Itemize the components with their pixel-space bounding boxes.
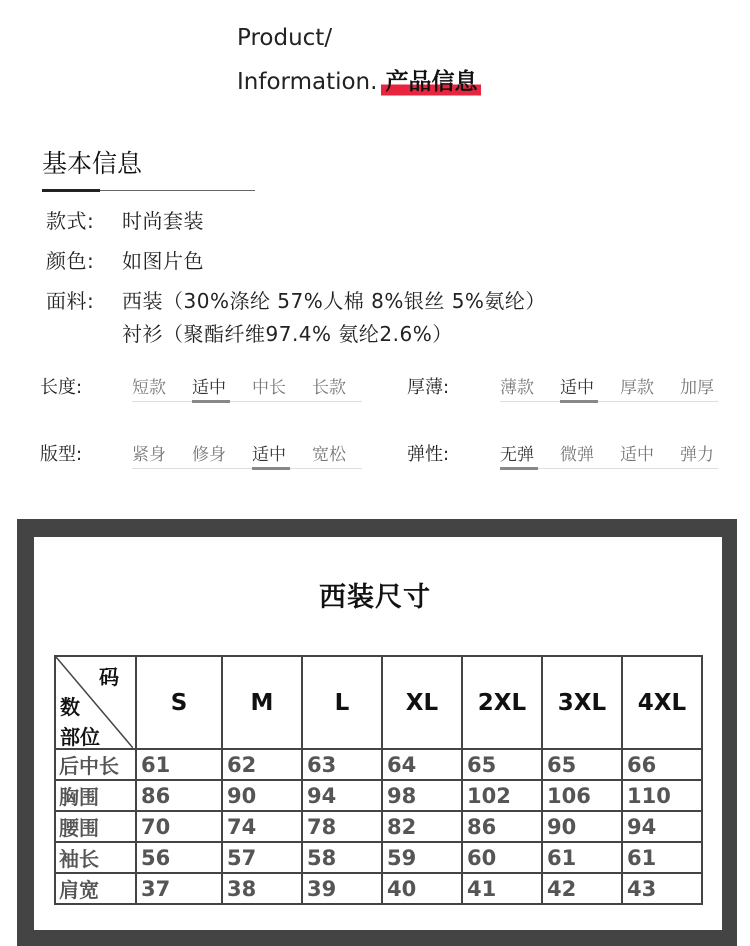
table-cell: 82: [382, 811, 462, 842]
size-header: 2XL: [462, 656, 542, 749]
table-cell: 65: [462, 749, 542, 780]
table-cell: 78: [302, 811, 382, 842]
attr-fit-label: 版型:: [40, 444, 83, 465]
table-row: [55, 842, 702, 873]
fabric-value-shirt: 衬衫（聚酯纤维97.4% 氨纶2.6%）: [122, 322, 453, 346]
table-cell: 64: [382, 749, 462, 780]
attr-length-track: [132, 401, 362, 402]
table-cell: 65: [542, 749, 622, 780]
style-row: [46, 205, 204, 234]
table-cell: 74: [222, 811, 302, 842]
corner-cell: [55, 656, 136, 749]
attr-fit-selected-mark: [252, 467, 290, 470]
table-cell: 39: [302, 873, 382, 904]
attr-thickness-option: 加厚: [680, 378, 714, 398]
table-cell: 90: [542, 811, 622, 842]
header-en-line2-text: Information.: [237, 69, 378, 95]
table-cell: 94: [302, 780, 382, 811]
size-header: 3XL: [542, 656, 622, 749]
corner-size-label: 码: [99, 665, 119, 689]
table-cell: 40: [382, 873, 462, 904]
row-label: 肩宽: [55, 873, 136, 904]
table-cell: 43: [622, 873, 702, 904]
table-cell: 86: [136, 780, 222, 811]
color-label: 颜色:: [46, 249, 95, 273]
attr-length-label: 长度:: [40, 377, 83, 398]
table-row: [55, 749, 702, 780]
size-header: 4XL: [622, 656, 702, 749]
table-cell: 110: [622, 780, 702, 811]
row-label: 胸围: [55, 780, 136, 811]
table-cell: 58: [302, 842, 382, 873]
title-underline-accent: [42, 189, 100, 192]
fabric-value-suit: 西装（30%涤纶 57%人棉 8%银丝 5%氨纶）: [122, 289, 546, 313]
attr-elasticity-option: 微弹: [560, 445, 594, 465]
row-label: 后中长: [55, 749, 136, 780]
table-cell: 60: [462, 842, 542, 873]
table-cell: 42: [542, 873, 622, 904]
attr-fit-option: 修身: [192, 445, 226, 465]
attr-fit-track: [132, 468, 362, 469]
attr-thickness: [407, 373, 727, 405]
attr-elasticity-option: 适中: [620, 445, 654, 465]
table-cell: 41: [462, 873, 542, 904]
basic-info-title: 基本信息: [42, 149, 143, 178]
attr-length-option-selected: 适中: [192, 378, 226, 398]
attr-length-selected-mark: [192, 400, 230, 403]
table-cell: 61: [136, 749, 222, 780]
table-cell: 102: [462, 780, 542, 811]
style-value: 时尚套装: [122, 209, 204, 233]
attr-fit-option: 紧身: [132, 445, 166, 465]
table-cell: 37: [136, 873, 222, 904]
attr-length-option: 中长: [252, 378, 286, 398]
row-label: 腰围: [55, 811, 136, 842]
color-value: 如图片色: [122, 249, 204, 273]
table-cell: 94: [622, 811, 702, 842]
table-cell: 63: [302, 749, 382, 780]
table-row: [55, 873, 702, 904]
attr-thickness-option: 薄款: [500, 378, 534, 398]
table-cell: 38: [222, 873, 302, 904]
fabric-row: [46, 285, 546, 314]
attr-fit-option: 宽松: [312, 445, 346, 465]
attr-elasticity-option-selected: 无弹: [500, 445, 534, 465]
size-header-row: [55, 656, 702, 749]
table-cell: 90: [222, 780, 302, 811]
size-chart-title: 西装尺寸: [319, 582, 431, 613]
attr-fit: [40, 440, 370, 472]
header-cn-title: 产品信息: [381, 66, 481, 98]
corner-number-label: 数: [60, 695, 80, 719]
size-header: S: [136, 656, 222, 749]
table-cell: 61: [542, 842, 622, 873]
fabric-row-2: [122, 318, 453, 347]
table-cell: 62: [222, 749, 302, 780]
table-cell: 86: [462, 811, 542, 842]
table-cell: 98: [382, 780, 462, 811]
attr-elasticity: [407, 440, 727, 472]
table-cell: 106: [542, 780, 622, 811]
header-en-line1: Product/: [237, 25, 333, 51]
size-header: M: [222, 656, 302, 749]
table-row: [55, 780, 702, 811]
table-cell: 61: [622, 842, 702, 873]
table-cell: 56: [136, 842, 222, 873]
size-table: [54, 655, 703, 905]
attr-thickness-option: 厚款: [620, 378, 654, 398]
row-label: 袖长: [55, 842, 136, 873]
table-cell: 59: [382, 842, 462, 873]
attr-elasticity-option: 弹力: [680, 445, 714, 465]
attr-thickness-label: 厚薄:: [407, 377, 450, 398]
size-header: L: [302, 656, 382, 749]
table-row: [55, 811, 702, 842]
table-cell: 57: [222, 842, 302, 873]
fabric-label: 面料:: [46, 289, 95, 313]
attr-thickness-selected-mark: [560, 400, 598, 403]
header-en-line2: [237, 66, 481, 98]
attr-length-option: 短款: [132, 378, 166, 398]
table-cell: 66: [622, 749, 702, 780]
table-cell: 70: [136, 811, 222, 842]
color-row: [46, 245, 204, 274]
attr-thickness-track: [500, 401, 718, 402]
attr-elasticity-label: 弹性:: [407, 444, 450, 465]
corner-part-label: 部位: [60, 725, 100, 749]
attr-length-option: 长款: [312, 378, 346, 398]
product-info-header: [237, 22, 481, 98]
attr-fit-option-selected: 适中: [252, 445, 286, 465]
attr-length: [40, 373, 370, 405]
attr-thickness-option-selected: 适中: [560, 378, 594, 398]
style-label: 款式:: [46, 209, 95, 233]
attr-elasticity-selected-mark: [500, 467, 538, 470]
size-header: XL: [382, 656, 462, 749]
title-underline: [100, 190, 255, 191]
corner-diagonal: [56, 657, 133, 748]
